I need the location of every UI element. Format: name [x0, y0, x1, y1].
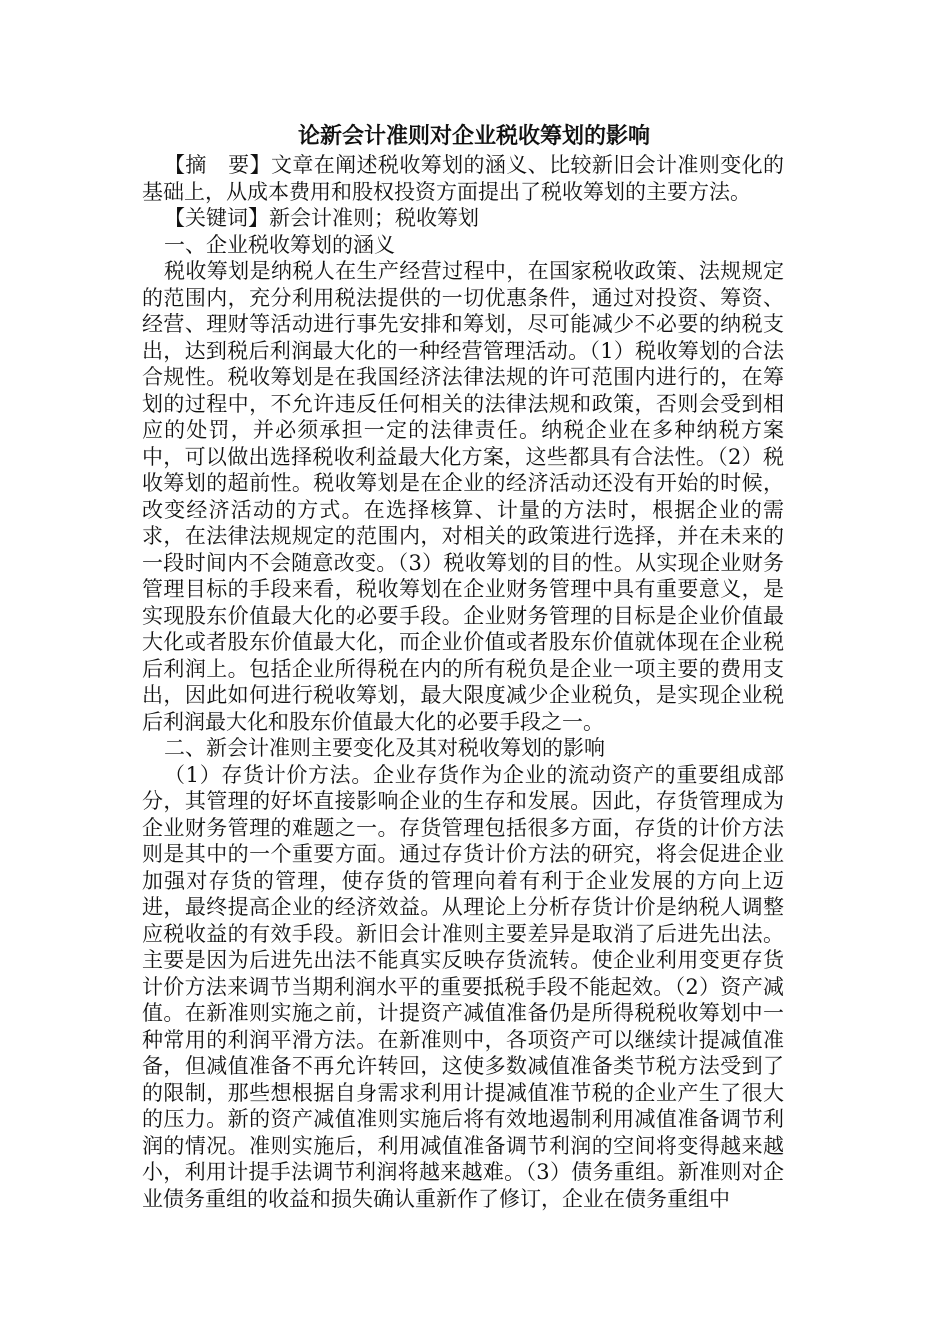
section-1-heading: 一、企业税收筹划的涵义	[164, 232, 395, 257]
keywords-tag: 【关键词】	[164, 206, 269, 230]
keywords-text: 新会计准则；税收筹划	[269, 206, 479, 230]
section-2-body: （1）存货计价方法。企业存货作为企业的流动资产的重要组成部分，其管理的好坏直接影响企业的生存和发展。因此，存货管理成为企业财务管理的难题之一。存货管理包括很多方面，存货的计价方法则是其中的一个重要方面。通过存货计价方法的研究，将会促进企业加强对存货的管理，使存货的管理向着有利于企业发展的方向上迈进，最终提高企业的经济效益。从理论上分析存货计价是纳税人调整应税收益的有效手段。新旧会计准则主要差异是取消了后进先出法。主要是因为后进先出法不能真实反映存货流转。使企业利用变更存货计价方法来调节当期利润水平的重要抵税手段不能起效。（2）资产减值。在新准则实施之前，计提资产减值准备仍是所得税税收筹划中一种常用的利润平滑方法。在新准则中，各项资产可以继续计提减值准备，但减值准备不再允许转回，这使多数减值准备类节税方法受到了的限制，那些想根据自身需求利用计提减值准节税的企业产生了很大的压力。新的资产减值准则实施后将有效地遏制利用减值准备调节利润的情况。准则实施后，利用减值准备调节利润的空间将变得越来越小，利用计提手法调节利润将越来越难。（3）债务重组。新准则对企业债务重组的收益和损失确认重新作了修订，企业在债务重组中	[142, 762, 784, 1211]
document-title: 论新会计准则对企业税收筹划的影响	[297, 124, 650, 149]
document-page	[142, 124, 784, 1212]
abstract-paragraph	[142, 152, 784, 205]
keywords-paragraph	[142, 205, 784, 232]
abstract-text: 文章在阐述税收筹划的涵义、比较新旧会计准则变化的基础上，从成本费用和股权投资方面提出了税收筹划的主要方法。	[142, 153, 785, 204]
abstract-tag: 【摘 要】	[164, 153, 271, 177]
section-2-heading: 二、新会计准则主要变化及其对税收筹划的影响	[164, 736, 605, 760]
section-1-body: 税收筹划是纳税人在生产经营过程中，在国家税收政策、法规规定的范围内，充分利用税法提供的一切优惠条件，通过对投资、筹资、经营、理财等活动进行事先安排和筹划，尽可能减少不必要的纳税支出，达到税后利润最大化的一种经营管理活动。（1）税收筹划的合法合规性。税收筹划是在我国经济法律法规的许可范围内进行的，在筹划的过程中，不允许违反任何相关的法律法规和政策，否则会受到相应的处罚，并必须承担一定的法律责任。纳税企业在多种纳税方案中，可以做出选择税收利益最大化方案，这些都具有合法性。（2）税收筹划的超前性。税收筹划是在企业的经济活动还没有开始的时候，改变经济活动的方式。在选择核算、计量的方法时，根据企业的需求，在法律法规规定的范围内，对相关的政策进行选择，并在未来的一段时间内不会随意改变。（3）税收筹划的目的性。从实现企业财务管理目标的手段来看，税收筹划在企业财务管理中具有重要意义，是实现股东价值最大化的必要手段。企业财务管理的目标是企业价值最大化或者股东价值最大化，而企业价值或者股东价值就体现在企业税后利润上。包括企业所得税在内的所有税负是企业一项主要的费用支出，因此如何进行税收筹划，最大限度减少企业税负，是实现企业税后利润最大化和股东价值最大化的必要手段之一。	[142, 259, 784, 734]
